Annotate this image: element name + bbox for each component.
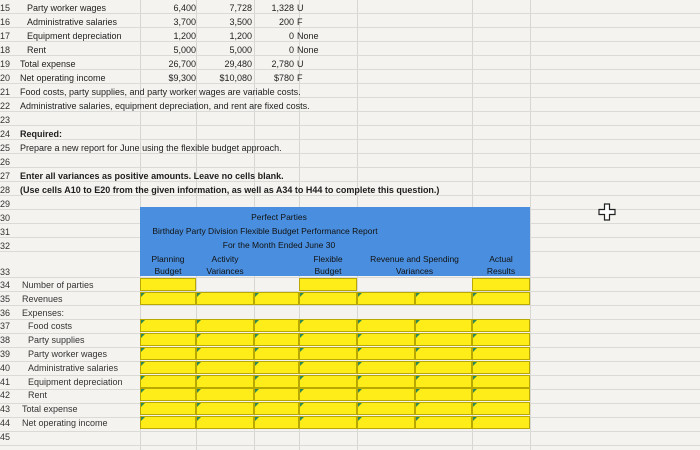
cell-marker-icon — [141, 293, 145, 297]
col-planning-label-2: Budget — [154, 266, 182, 276]
input-cell[interactable] — [196, 333, 254, 346]
variance-flag: U — [297, 59, 304, 69]
row-divider — [0, 167, 700, 168]
report-row-label: Rent — [28, 390, 48, 401]
cell-marker-icon — [358, 348, 362, 352]
input-cell[interactable] — [415, 347, 472, 360]
cell-marker-icon — [255, 403, 259, 407]
row-label: Net operating income — [20, 73, 106, 83]
input-cell[interactable] — [196, 319, 254, 332]
row-label: Party worker wages — [27, 3, 107, 13]
cell-marker-icon — [473, 403, 477, 407]
variance-value: $780 — [273, 73, 294, 83]
row-number: 26 — [0, 157, 11, 167]
input-cell[interactable] — [196, 347, 254, 360]
cell-marker-icon — [141, 320, 145, 324]
input-cell[interactable] — [299, 402, 357, 415]
input-cell[interactable] — [140, 388, 196, 401]
input-cell[interactable] — [299, 388, 357, 401]
cell-marker-icon — [300, 293, 304, 297]
input-cell[interactable] — [140, 361, 196, 374]
cell-marker-icon — [197, 293, 201, 297]
cell-marker-icon — [300, 362, 304, 366]
cell-marker-icon — [416, 362, 420, 366]
input-cell[interactable] — [357, 292, 415, 305]
row-number: 44 — [0, 418, 11, 428]
input-cell[interactable] — [357, 347, 415, 360]
row-number: 27 — [0, 171, 11, 181]
cell-marker-icon — [358, 376, 362, 380]
input-cell[interactable] — [357, 319, 415, 332]
col-actual-label: Actual — [489, 254, 513, 264]
input-cell[interactable] — [472, 402, 530, 415]
column-divider — [530, 0, 531, 450]
col-revspend-label-2: Variances — [395, 266, 434, 276]
cell-marker-icon — [358, 389, 362, 393]
report-row-label: Administrative salaries — [28, 362, 119, 373]
actual-value: 3,500 — [229, 17, 252, 27]
row-label: Administrative salaries — [27, 17, 118, 27]
row-number: 43 — [0, 404, 11, 415]
variance-value: 1,328 — [271, 3, 294, 13]
input-cell[interactable] — [196, 402, 254, 415]
row-divider — [0, 195, 700, 196]
row-number: 16 — [0, 17, 11, 27]
input-cell[interactable] — [357, 388, 415, 401]
cell-cursor-icon — [598, 203, 616, 221]
row-number: 19 — [0, 59, 11, 69]
row-label: Rent — [27, 45, 47, 55]
cell-marker-icon — [473, 376, 477, 380]
variance-value: 2,780 — [271, 59, 294, 69]
cell-marker-icon — [255, 362, 259, 366]
cell-marker-icon — [473, 348, 477, 352]
input-cell[interactable] — [415, 333, 472, 346]
variance-flag: F — [297, 17, 303, 27]
row-number: 37 — [0, 321, 11, 332]
row-divider — [0, 431, 700, 432]
cell-marker-icon — [255, 376, 259, 380]
input-cell[interactable] — [140, 402, 196, 415]
cell-marker-icon — [358, 293, 362, 297]
input-cell[interactable] — [254, 402, 299, 415]
input-cell[interactable] — [196, 388, 254, 401]
row-divider — [0, 181, 700, 182]
row-number: 30 — [0, 213, 11, 223]
input-cell[interactable] — [140, 347, 196, 360]
cell-marker-icon — [473, 417, 477, 421]
row-number: 23 — [0, 115, 11, 125]
row-number: 39 — [0, 349, 11, 359]
row-number: 22 — [0, 101, 11, 111]
planning-value: 5,000 — [173, 45, 196, 55]
input-cell[interactable] — [472, 333, 530, 346]
input-cell[interactable] — [472, 388, 530, 401]
actual-value: 29,480 — [224, 59, 252, 69]
planning-value: 3,700 — [173, 17, 196, 27]
cells-instruction: (Use cells A10 to E20 from the given information, as well as A34 to H44 to complete this question.) — [20, 185, 440, 195]
row-divider — [0, 13, 700, 14]
cell-marker-icon — [255, 417, 259, 421]
col-flexible-label-2: Budget — [314, 266, 342, 276]
row-divider — [0, 125, 700, 126]
cell-marker-icon — [416, 403, 420, 407]
planning-value: $9,300 — [168, 73, 196, 83]
row-number: 36 — [0, 307, 11, 318]
row-number: 29 — [0, 199, 11, 209]
row-label: Equipment depreciation — [27, 31, 122, 41]
cell-marker-icon — [473, 389, 477, 393]
row-number: 34 — [0, 280, 11, 290]
cell-marker-icon — [358, 362, 362, 366]
col-activity-label: Activity — [211, 254, 239, 264]
cell-marker-icon — [300, 320, 304, 324]
input-cell[interactable] — [254, 416, 299, 429]
input-cell[interactable] — [472, 319, 530, 332]
input-cell[interactable] — [472, 375, 530, 388]
cell-marker-icon — [141, 403, 145, 407]
cell-marker-icon — [416, 320, 420, 324]
col-planning-label: Planning — [151, 254, 185, 264]
cell-marker-icon — [358, 403, 362, 407]
cell-marker-icon — [473, 362, 477, 366]
actual-value: 7,728 — [229, 3, 252, 13]
report-row-label: Expenses: — [22, 307, 65, 318]
variance-flag: None — [297, 31, 319, 41]
input-cell[interactable] — [472, 416, 530, 429]
cell-marker-icon — [141, 389, 145, 393]
col-activity-label-2: Variances — [206, 266, 244, 276]
variance-instruction: Enter all variances as positive amounts. Leave no cells blank. — [20, 171, 284, 181]
cell-marker-icon — [197, 320, 201, 324]
cell-marker-icon — [473, 320, 477, 324]
report-row-label: Party supplies — [28, 335, 85, 346]
input-cell[interactable] — [299, 292, 357, 305]
required-heading: Required: — [20, 129, 63, 139]
cell-marker-icon — [358, 334, 362, 338]
planning-value: 1,200 — [173, 31, 196, 41]
cell-marker-icon — [197, 348, 201, 352]
row-number: 18 — [0, 45, 11, 55]
input-cell[interactable] — [472, 347, 530, 360]
cell-marker-icon — [255, 334, 259, 338]
row-number: 31 — [0, 227, 11, 237]
col-actual-label-2: Results — [486, 266, 516, 276]
cell-marker-icon — [416, 376, 420, 380]
cell-marker-icon — [300, 417, 304, 421]
cell-marker-icon — [300, 376, 304, 380]
row-divider — [0, 69, 700, 70]
input-cell[interactable] — [357, 361, 415, 374]
cell-marker-icon — [416, 334, 420, 338]
row-divider — [0, 139, 700, 140]
row-divider — [0, 83, 700, 84]
report-row-label: Number of parties — [22, 280, 94, 290]
variance-value: 0 — [288, 45, 294, 55]
cell-marker-icon — [300, 348, 304, 352]
row-number: 32 — [0, 241, 11, 251]
row-divider — [0, 55, 700, 56]
input-cell[interactable] — [140, 292, 196, 305]
input-cell[interactable] — [140, 319, 196, 332]
input-cell[interactable] — [196, 375, 254, 388]
cell-marker-icon — [473, 334, 477, 338]
cell-marker-icon — [255, 389, 259, 393]
cell-marker-icon — [141, 417, 145, 421]
cell-marker-icon — [358, 417, 362, 421]
col-flexible-label: Flexible — [313, 254, 343, 264]
cell-marker-icon — [255, 320, 259, 324]
input-cell[interactable] — [472, 361, 530, 374]
input-cell[interactable] — [357, 375, 415, 388]
input-cell[interactable] — [415, 416, 472, 429]
row-number: 21 — [0, 87, 11, 97]
cell-marker-icon — [300, 389, 304, 393]
cell-marker-icon — [300, 334, 304, 338]
row-number: 17 — [0, 31, 11, 41]
row-number: 45 — [0, 431, 11, 442]
input-cell[interactable] — [299, 278, 357, 291]
required-instruction: Prepare a new report for June using the flexible budget approach. — [20, 143, 282, 153]
variance-value: 0 — [288, 31, 294, 41]
input-cell[interactable] — [196, 416, 254, 429]
cell-marker-icon — [197, 376, 201, 380]
report-row-label: Party worker wages — [28, 349, 108, 359]
note-variable-costs: Food costs, party supplies, and party worker wages are variable costs. — [20, 87, 301, 97]
row-number: 25 — [0, 143, 11, 153]
input-cell[interactable] — [357, 402, 415, 415]
report-row-label: Net operating income — [22, 418, 108, 428]
input-cell[interactable] — [299, 361, 357, 374]
input-cell[interactable] — [357, 416, 415, 429]
input-cell[interactable] — [254, 347, 299, 360]
cell-marker-icon — [197, 403, 201, 407]
cell-marker-icon — [416, 389, 420, 393]
input-cell[interactable] — [196, 292, 254, 305]
input-cell[interactable] — [140, 333, 196, 346]
input-cell[interactable] — [299, 319, 357, 332]
note-fixed-costs: Administrative salaries, equipment depreciation, and rent are fixed costs. — [20, 101, 310, 111]
cell-marker-icon — [300, 403, 304, 407]
row-number: 35 — [0, 293, 11, 304]
cell-marker-icon — [358, 320, 362, 324]
report-row-label: Equipment depreciation — [28, 376, 123, 387]
input-cell[interactable] — [254, 319, 299, 332]
input-cell[interactable] — [254, 292, 299, 305]
input-cell[interactable] — [196, 361, 254, 374]
report-period: For the Month Ended June 30 — [222, 240, 336, 250]
col-revspend-label: Revenue and Spending — [370, 254, 459, 264]
input-cell[interactable] — [472, 292, 530, 305]
cell-marker-icon — [141, 376, 145, 380]
input-cell[interactable] — [299, 347, 357, 360]
input-cell[interactable] — [140, 278, 196, 291]
row-number: 33 — [0, 267, 11, 277]
row-number: 38 — [0, 335, 11, 346]
cell-marker-icon — [197, 417, 201, 421]
input-cell[interactable] — [254, 388, 299, 401]
row-number: 15 — [0, 3, 11, 13]
report-company-name: Perfect Parties — [251, 212, 307, 222]
row-label: Total expense — [20, 59, 76, 69]
report-row-label: Revenues — [22, 293, 63, 304]
input-cell[interactable] — [415, 375, 472, 388]
input-cell[interactable] — [140, 375, 196, 388]
row-divider — [0, 41, 700, 42]
row-divider — [0, 153, 700, 154]
input-cell[interactable] — [299, 416, 357, 429]
input-cell[interactable] — [415, 361, 472, 374]
variance-flag: U — [297, 3, 304, 13]
row-number: 41 — [0, 376, 11, 387]
input-cell[interactable] — [254, 361, 299, 374]
report-title: Birthday Party Division Flexible Budget Performance Report — [152, 226, 378, 236]
variance-value: 200 — [278, 17, 294, 27]
cell-marker-icon — [416, 348, 420, 352]
input-cell[interactable] — [415, 402, 472, 415]
report-row-label: Food costs — [28, 321, 73, 332]
planning-value: 26,700 — [168, 59, 196, 69]
cell-marker-icon — [197, 389, 201, 393]
cell-marker-icon — [255, 348, 259, 352]
input-cell[interactable] — [299, 333, 357, 346]
row-number: 28 — [0, 185, 11, 195]
row-divider — [0, 111, 700, 112]
variance-flag: None — [297, 45, 319, 55]
row-number: 24 — [0, 129, 11, 139]
cell-marker-icon — [197, 362, 201, 366]
cell-marker-icon — [141, 334, 145, 338]
actual-value: 1,200 — [229, 31, 252, 41]
input-cell[interactable] — [357, 333, 415, 346]
row-divider — [0, 27, 700, 28]
cell-marker-icon — [416, 293, 420, 297]
input-cell[interactable] — [254, 375, 299, 388]
cell-marker-icon — [473, 293, 477, 297]
cell-marker-icon — [255, 293, 259, 297]
row-number: 40 — [0, 362, 11, 373]
cell-marker-icon — [197, 334, 201, 338]
input-cell[interactable] — [415, 388, 472, 401]
row-divider — [0, 97, 700, 98]
row-divider — [0, 445, 700, 446]
input-cell[interactable] — [140, 416, 196, 429]
cell-marker-icon — [141, 362, 145, 366]
actual-value: $10,080 — [219, 73, 252, 83]
input-cell[interactable] — [415, 319, 472, 332]
actual-value: 5,000 — [229, 45, 252, 55]
input-cell[interactable] — [254, 333, 299, 346]
row-divider — [0, 305, 700, 306]
cell-marker-icon — [416, 417, 420, 421]
input-cell[interactable] — [415, 292, 472, 305]
report-row-label: Total expense — [22, 404, 78, 415]
row-number: 20 — [0, 73, 11, 83]
cell-marker-icon — [141, 348, 145, 352]
input-cell[interactable] — [299, 375, 357, 388]
input-cell[interactable] — [472, 278, 530, 291]
variance-flag: F — [297, 73, 303, 83]
row-number: 42 — [0, 390, 11, 401]
planning-value: 6,400 — [173, 3, 196, 13]
